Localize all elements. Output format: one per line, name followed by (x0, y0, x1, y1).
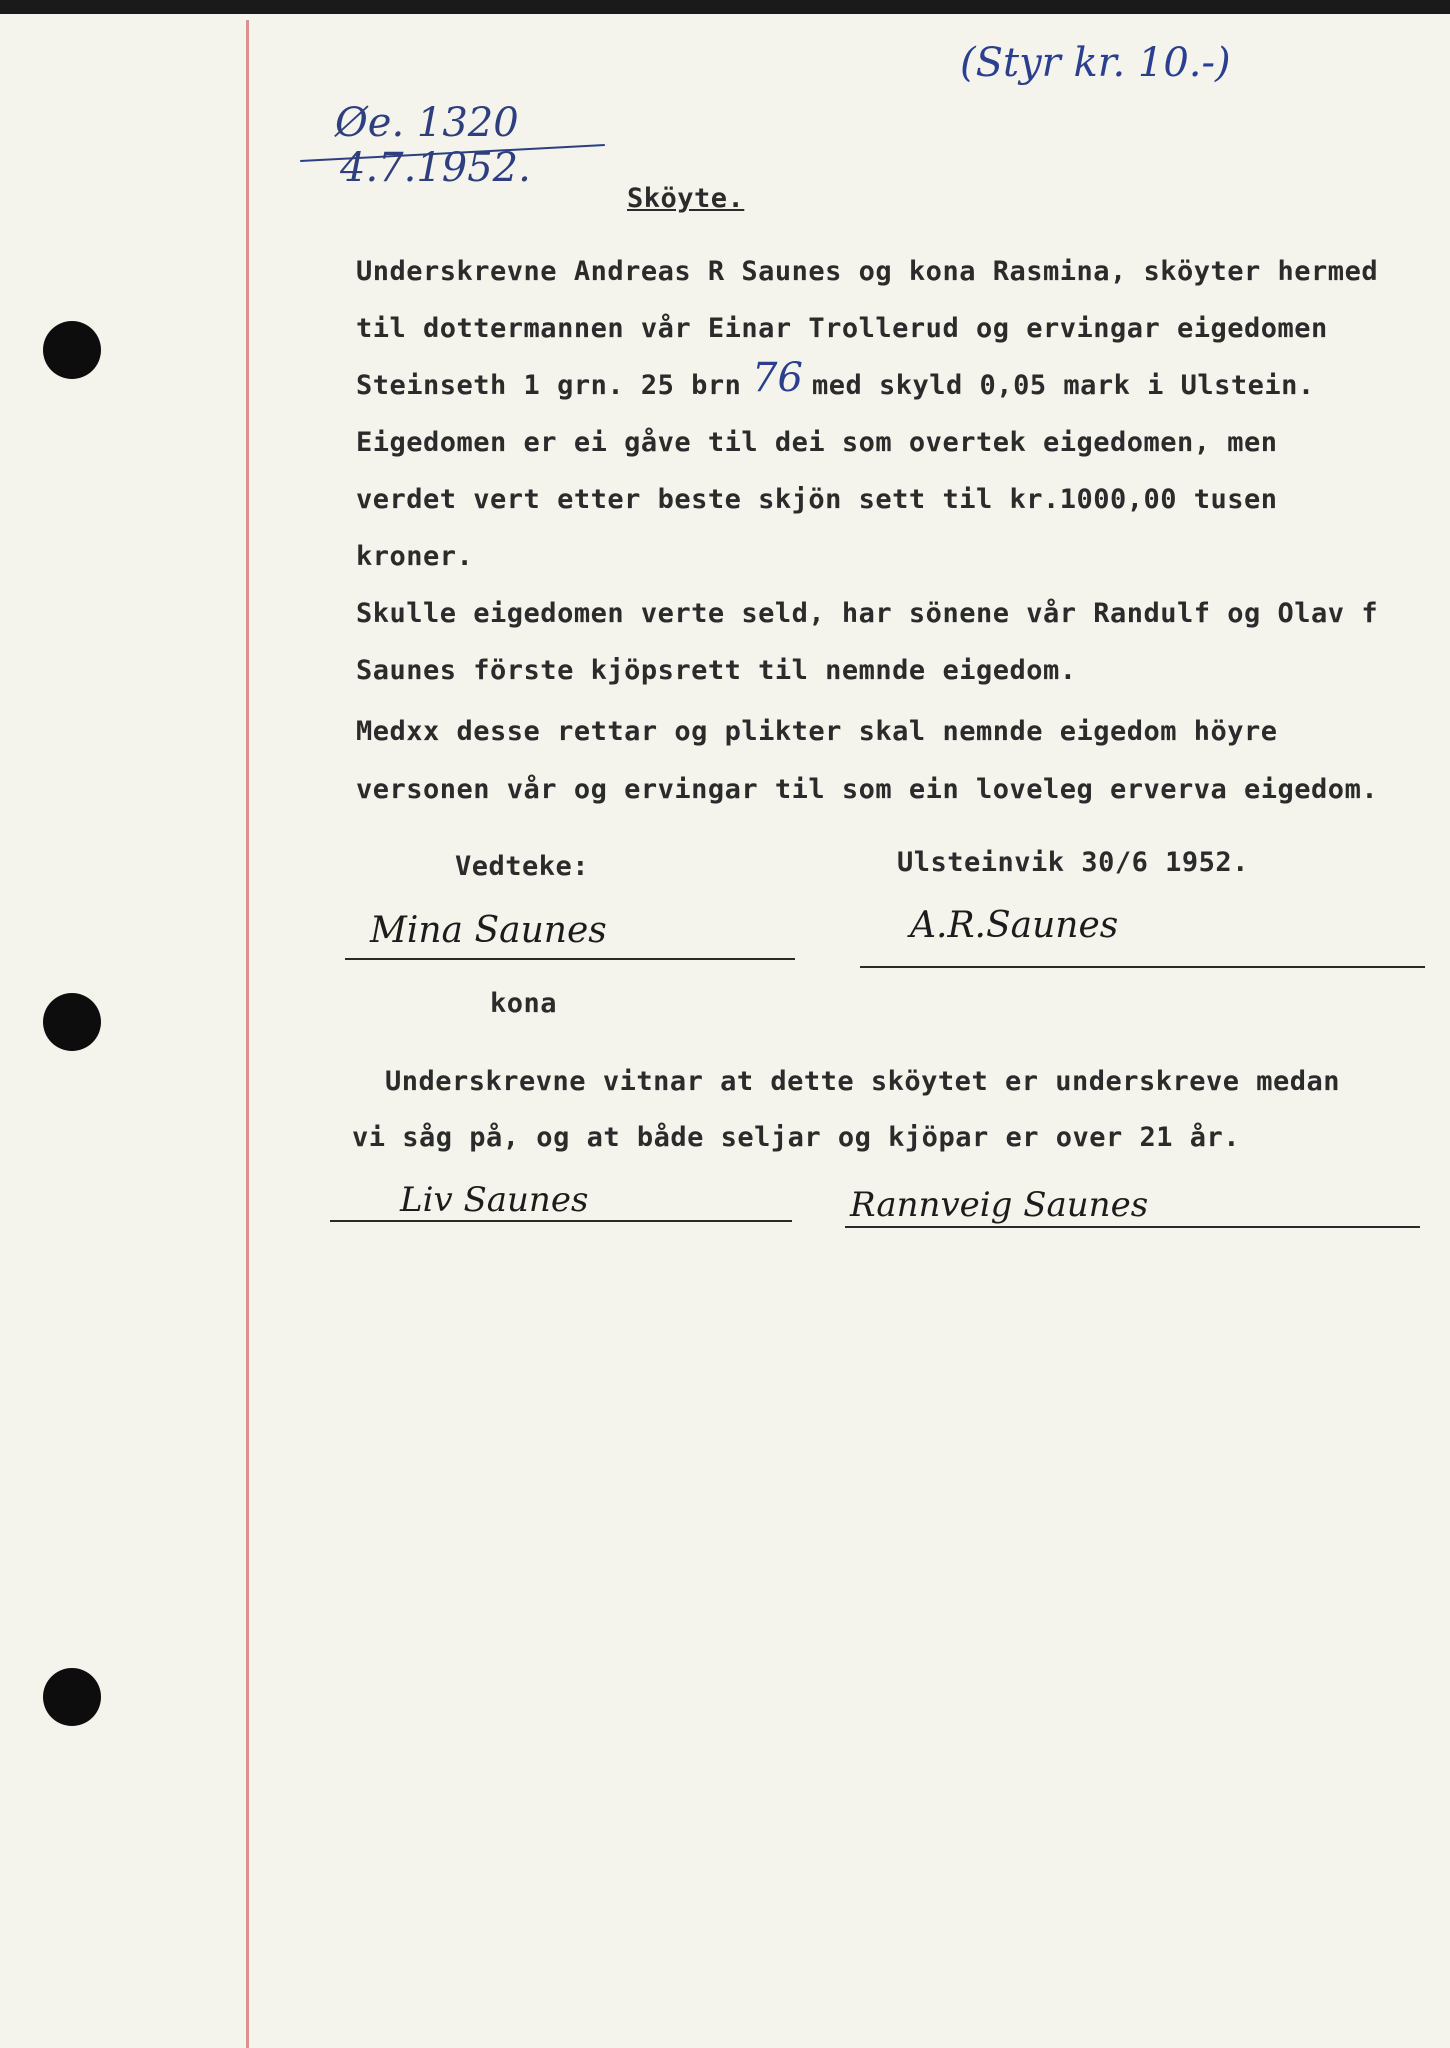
body-line-1: Underskrevne Andreas R Saunes og kona Rasmina, sköyter hermed (356, 256, 1379, 287)
witness-line-2: vi såg på, og at både seljar og kjöpar er over 21 år. (352, 1122, 1241, 1153)
handwritten-bruksnummer: 76 (752, 355, 803, 401)
body-line-2: til dottermannen vår Einar Trollerud og ervingar eigedomen (356, 313, 1328, 344)
document-date: 4.7.1952. (340, 145, 531, 191)
signature-mina-saunes: Mina Saunes (370, 910, 607, 951)
signature-line-left (345, 958, 795, 960)
witness-signature-line-right (845, 1226, 1420, 1228)
document-number: Øe. 1320 (335, 100, 519, 146)
signature-line-right (860, 966, 1425, 968)
accepted-heading: Vedteke: (455, 851, 590, 882)
body-line-8: Saunes förste kjöpsrett til nemnde eigedom. (356, 655, 1077, 686)
signature-liv-saunes: Liv Saunes (400, 1180, 589, 1220)
place-date: Ulsteinvik 30/6 1952. (897, 847, 1249, 878)
signature-rannveig-saunes: Rannveig Saunes (850, 1185, 1149, 1225)
witness-line-1: Underskrevne vitnar at dette sköytet er underskreve medan (385, 1066, 1341, 1097)
signature-ar-saunes: A.R.Saunes (910, 905, 1119, 946)
body-line-7: Skulle eigedomen verte seld, har sönene vår Randulf og Olav f (356, 598, 1379, 629)
caption-kona: kona (490, 988, 558, 1019)
punch-hole-middle (43, 993, 101, 1051)
punch-hole-bottom (43, 1668, 101, 1726)
margin-line (246, 20, 249, 2048)
corner-reference-note: (Styr kr. 10.-) (960, 40, 1231, 86)
body-line-10: versonen vår og ervingar til som ein loveleg erverva eigedom. (356, 774, 1379, 805)
body-line-6: kroner. (356, 541, 474, 572)
witness-signature-line-left (330, 1220, 792, 1222)
document-title: Sköyte. (627, 183, 745, 214)
body-line-9: Medxx desse rettar og plikter skal nemnde eigedom höyre (356, 716, 1278, 747)
punch-hole-top (43, 321, 101, 379)
body-line-3b: med skyld 0,05 mark i Ulstein. (812, 370, 1315, 401)
body-line-5: verdet vert etter beste skjön sett til kr.1000,00 tusen (356, 484, 1278, 515)
body-line-3a: Steinseth 1 grn. 25 brn (356, 370, 742, 401)
scan-top-edge (0, 0, 1450, 14)
body-line-4: Eigedomen er ei gåve til dei som overtek eigedomen, men (356, 427, 1278, 458)
